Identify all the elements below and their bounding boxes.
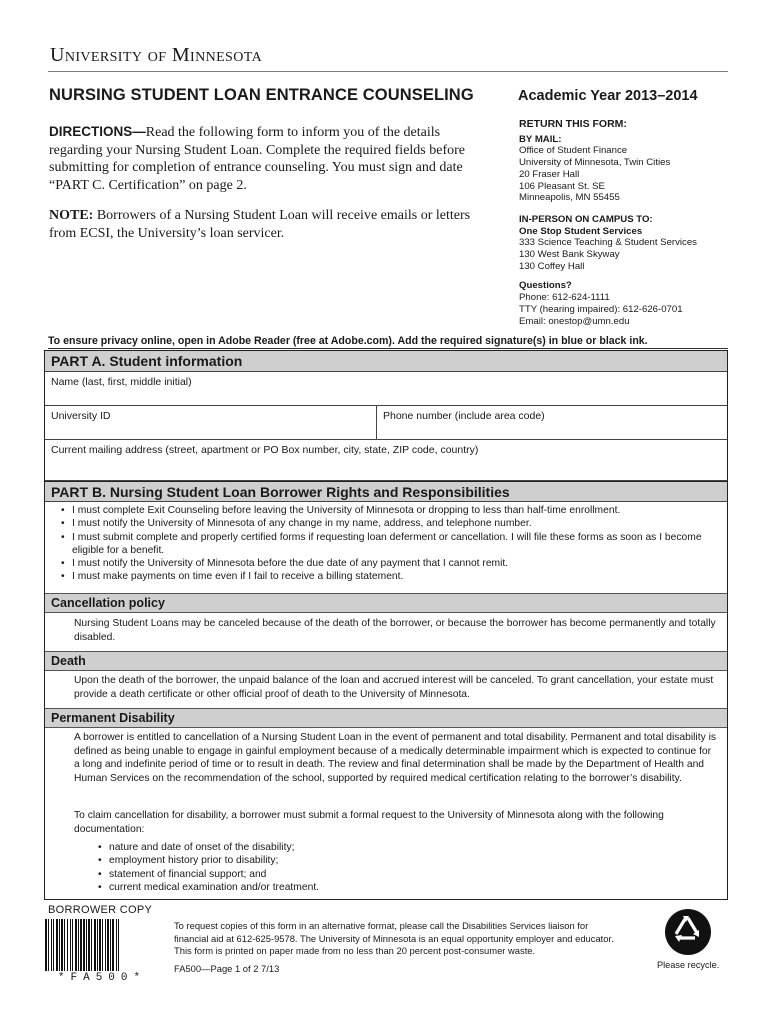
list-item: • I must make payments on time even if I fail to receive a billing statement. (61, 570, 713, 583)
part-a-heading: PART A. Student information (45, 351, 727, 372)
inperson-line: 333 Science Teaching & Student Services (519, 237, 697, 249)
return-form-info (519, 119, 749, 327)
part-b-heading: PART B. Nursing Student Loan Borrower Rights and Responsibilities (45, 481, 727, 502)
privacy-divider (48, 348, 728, 349)
list-item: • I must complete Exit Counseling before leaving the University of Minnesota or dropping to less than half-time enrollment. (61, 504, 713, 517)
contact-tty: TTY (hearing impaired): 612-626-0701 (519, 303, 683, 315)
directions-text: Read the following form to inform you of the details regarding your Nursing Student Loan. Complete the required fields before submitting for completion of entrance counseling. You must sign and date “PART C. Certification” on page 2. (49, 125, 465, 193)
academic-year: Academic Year 2013–2014 (518, 88, 698, 104)
list-item: • I must notify the University of Minnesota before the due date of any payment that I cannot remit. (61, 557, 713, 570)
inperson-line: 130 West Bank Skyway (519, 249, 620, 261)
disability-claim-text: To claim cancellation for disability, a borrower must submit a formal request to the University of Minnesota along with the following documentation: (74, 810, 664, 835)
list-item: • I must submit complete and properly certified forms if requesting loan deferment or cancellation. I will file these forms as soon as I become eligible for a benefit. (61, 531, 713, 558)
barcode-text: *FA500* (57, 972, 147, 984)
directions-label: DIRECTIONS— (49, 124, 146, 139)
return-heading: RETURN THIS FORM: (519, 118, 627, 130)
list-item: • statement of financial support; and (98, 868, 713, 881)
page-info: FA500—Page 1 of 2 7/13 (174, 963, 280, 974)
barcode-image (44, 919, 158, 975)
disability-text: A borrower is entitled to cancellation of a Nursing Student Loan in the event of permanent and total disability. Permanent and total disability is defined as being unable to engage in gainful employment because of a medically determinable impairment which is expected to continue for a long and indefinite period of time or to result in death. The review and final determination shall be made by the Department of Health and Human Services on the recommendation of the school, supported by required medical certification relating to the borrower’s disability. (74, 732, 717, 784)
name-label: Name (last, first, middle initial) (51, 376, 192, 388)
name-field[interactable] (45, 372, 727, 406)
responsibilities-list (61, 504, 713, 584)
list-item: • I must notify the University of Minnesota of any change in my name, address, and telephone number. (61, 517, 713, 530)
mail-line: Office of Student Finance (519, 145, 628, 157)
borrower-copy-label: BORROWER COPY (48, 904, 153, 916)
death-heading: Death (45, 651, 727, 671)
disability-heading: Permanent Disability (45, 708, 727, 728)
note-label: NOTE: (49, 208, 94, 223)
inperson-heading: IN-PERSON ON CAMPUS TO: (519, 213, 653, 225)
phone-label: Phone number (include area code) (383, 410, 545, 422)
mail-heading: BY MAIL: (519, 133, 562, 145)
recycle-icon (664, 908, 712, 956)
mail-line: Minneapolis, MN 55455 (519, 192, 620, 204)
inperson-office: One Stop Student Services (519, 225, 643, 237)
privacy-notice: To ensure privacy online, open in Adobe Reader (free at Adobe.com). Add the required signature(s) in blue or black ink. (48, 335, 648, 347)
mail-line: 106 Pleasant St. SE (519, 180, 605, 192)
cancellation-heading: Cancellation policy (45, 593, 727, 613)
alt-format-notice: To request copies of this form in an alternative format, please call the Disabilities Services liaison for financial aid at 612-625-9578. The University of Minnesota is an equal opportunity employer and educator. This form is printed on paper made from no less than 20 percent post-consumer waste. (174, 920, 614, 957)
university-id-label: University ID (51, 410, 111, 422)
header-divider (48, 71, 728, 72)
list-item: • employment history prior to disability; (98, 854, 713, 867)
disability-documentation-list (98, 841, 713, 894)
list-item: • nature and date of onset of the disability; (98, 841, 713, 854)
mail-line: 20 Fraser Hall (519, 168, 580, 180)
note-text: Borrowers of a Nursing Student Loan will receive emails or letters from ECSI, the University’s loan servicer. (49, 208, 471, 241)
form-box (44, 350, 728, 900)
questions-heading: Questions? (519, 280, 572, 292)
death-text: Upon the death of the borrower, the unpaid balance of the loan and accrued interest will be canceled. To grant cancellation, your estate must provide a death certificate or other official proof of death to the University of Minnesota. (74, 675, 714, 700)
address-field[interactable] (45, 440, 727, 481)
list-item: • current medical examination and/or treatment. (98, 881, 713, 894)
contact-phone: Phone: 612-624-1111 (519, 292, 610, 304)
recycle-label: Please recycle. (657, 960, 720, 970)
note (49, 207, 489, 242)
phone-field[interactable] (377, 406, 727, 440)
university-name: University of Minnesota (50, 44, 263, 66)
university-id-field[interactable] (45, 406, 377, 440)
mail-line: University of Minnesota, Twin Cities (519, 157, 671, 169)
cancellation-text: Nursing Student Loans may be canceled because of the death of the borrower, or because the borrower has become permanently and totally disabled. (74, 618, 716, 643)
directions (49, 123, 489, 194)
inperson-line: 130 Coffey Hall (519, 260, 585, 272)
page-title: NURSING STUDENT LOAN ENTRANCE COUNSELING (49, 86, 474, 104)
address-label: Current mailing address (street, apartment or PO Box number, city, state, ZIP code, country) (51, 444, 479, 456)
contact-email[interactable]: Email: onestop@umn.edu (519, 315, 630, 327)
